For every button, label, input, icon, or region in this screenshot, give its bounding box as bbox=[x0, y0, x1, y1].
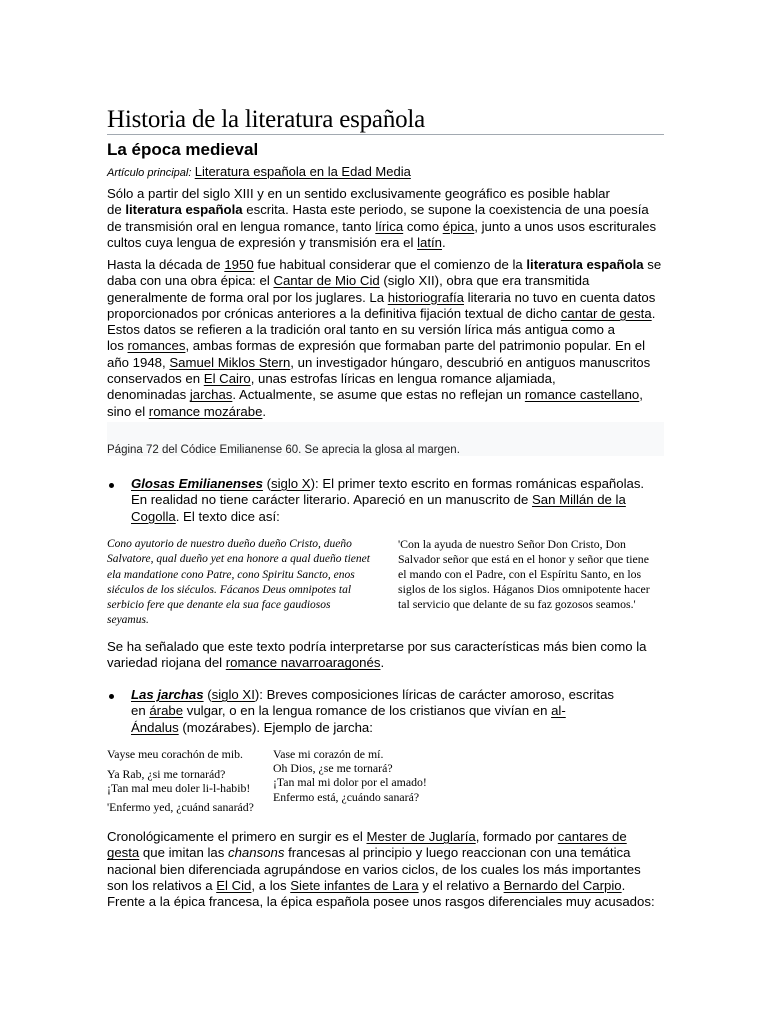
text-line bbox=[131, 687, 614, 703]
text-line bbox=[107, 186, 656, 202]
text-run: se bbox=[643, 257, 662, 272]
glosa-translation bbox=[398, 537, 650, 612]
paragraph-history bbox=[107, 257, 661, 420]
text-run: en bbox=[131, 703, 150, 719]
bullet-glosas bbox=[131, 476, 644, 525]
poem-line: Ya Rab, ¿si me tornarád? bbox=[107, 767, 226, 782]
paragraph-riojana bbox=[107, 639, 647, 672]
link-arabe[interactable]: árabe bbox=[149, 703, 184, 719]
bullet-dot bbox=[109, 694, 114, 699]
text-line bbox=[131, 492, 644, 508]
link-samuel-miklos-stern[interactable]: Samuel Miklos Stern bbox=[169, 354, 291, 370]
link-gesta[interactable]: gesta bbox=[107, 845, 140, 861]
text-run: que imitan las bbox=[139, 845, 228, 861]
poem-line: ¡Tan mal meu doler li-l-habib! bbox=[107, 781, 251, 796]
text-line bbox=[107, 338, 661, 354]
italic-term: chansons bbox=[227, 845, 285, 861]
text-run: ( bbox=[203, 687, 212, 702]
page-title: Historia de la literatura española bbox=[107, 106, 426, 133]
text-run: , formado por bbox=[475, 829, 558, 844]
text-run: de bbox=[107, 202, 126, 218]
text-line bbox=[131, 703, 614, 719]
text-run: cultos cuya lengua de expresión y transmisión era el bbox=[107, 234, 418, 250]
link-jarchas[interactable]: jarchas bbox=[189, 387, 233, 403]
text-run: . bbox=[442, 234, 446, 250]
paragraph-intro bbox=[107, 186, 656, 251]
text-run: (mozárabes). Ejemplo de jarcha: bbox=[178, 719, 373, 735]
text-line bbox=[107, 404, 661, 420]
poem-line: 'Enfermo yed, ¿cuánd sanarád? bbox=[107, 799, 254, 814]
text-line bbox=[107, 273, 661, 289]
text-line bbox=[107, 257, 661, 273]
poem-line: Salvatore, qual dueño yet ena honore a qual dueño tienet bbox=[107, 553, 370, 566]
link-glosas-emilianenses[interactable]: Glosas Emilianenses bbox=[131, 476, 263, 491]
text-run: . bbox=[621, 877, 626, 893]
link-romance-navarroaragones[interactable]: romance navarroaragonés bbox=[225, 655, 381, 671]
text-run: escrita. Hasta este periodo, se supone la coexistencia de una poesía bbox=[242, 202, 649, 218]
text-line bbox=[107, 829, 655, 845]
link-el-cid[interactable]: El Cid bbox=[216, 877, 252, 893]
poem-line: Oh Dios, ¿se me tornará? bbox=[273, 761, 393, 776]
text-run: sino el bbox=[107, 403, 149, 419]
poem-line: ela mandatione cono Patre, cono Spiritu Sancto, enos bbox=[107, 568, 355, 581]
link-latin[interactable]: latín bbox=[417, 234, 443, 250]
text-run: , ambas formas de expresión que formaban parte del patrimonio popular. En el bbox=[185, 338, 646, 354]
link-cantar-mio-cid[interactable]: Cantar de Mio Cid bbox=[273, 273, 380, 289]
text-line bbox=[131, 476, 644, 492]
text-run: . bbox=[262, 403, 267, 419]
poem-line: Vayse meu corachón de mib. bbox=[107, 747, 243, 761]
text-run: En realidad no tiene carácter literario. Apareció en un manuscrito de bbox=[131, 492, 532, 508]
text-run: Cronológicamente el primero en surgir es el bbox=[107, 829, 367, 844]
text-run: variedad riojana del bbox=[107, 655, 226, 671]
text-run: , unas estrofas líricas en lengua romance aljamiada, bbox=[250, 371, 556, 387]
poem-line: siéculos de los siéculos. Fácanos Deus omnipotes tal bbox=[107, 583, 352, 596]
text-run: de transmisión oral en lengua romance, tanto bbox=[107, 218, 376, 234]
glosa-original bbox=[107, 537, 370, 629]
text-line bbox=[107, 894, 655, 910]
link-1950[interactable]: 1950 bbox=[224, 257, 254, 272]
link-el-cairo[interactable]: El Cairo bbox=[203, 371, 251, 387]
text-line bbox=[131, 720, 614, 736]
text-run: denominadas bbox=[107, 387, 190, 403]
text-run: nacional bien diferenciada agrupándose en varios ciclos, de los cuales los más importantes bbox=[107, 861, 641, 877]
text-run: , a los bbox=[251, 877, 291, 893]
text-run: Estos datos se refieren a la tradición oral tanto en su versión lírica más antigua como a bbox=[107, 322, 615, 338]
text-run: año 1948, bbox=[107, 354, 170, 370]
text-run: los bbox=[107, 338, 128, 354]
text-run: proporcionados por crónicas anteriores a la definitiva fijación textual de dicho bbox=[107, 305, 561, 321]
text-line bbox=[107, 387, 661, 403]
poem-line: serbicio fere que denante ela sua face gaudiosos bbox=[107, 599, 331, 612]
bold-term: literatura española bbox=[125, 202, 243, 218]
paragraph-mester bbox=[107, 829, 655, 910]
text-run: fue habitual considerar que el comienzo de la bbox=[253, 257, 527, 272]
poem-line: Cono ayutorio de nuestro dueño dueño Cristo, dueño bbox=[107, 538, 352, 550]
text-line bbox=[107, 290, 661, 306]
link-las-jarchas[interactable]: Las jarchas bbox=[131, 687, 204, 702]
text-run: y el relativo a bbox=[418, 877, 504, 893]
link-san-millan[interactable]: San Millán de la bbox=[531, 492, 626, 508]
text-run: Hasta la década de bbox=[107, 257, 225, 272]
text-line bbox=[107, 355, 661, 371]
text-run: , junto a unos usos escriturales bbox=[474, 218, 657, 234]
text-line bbox=[107, 306, 661, 322]
text-line bbox=[107, 322, 661, 338]
link-siglo-x[interactable]: siglo X bbox=[271, 476, 311, 491]
text-run: . El texto dice así: bbox=[175, 508, 280, 524]
text-line bbox=[107, 845, 655, 861]
poem-line: Vase mi corazón de mí. bbox=[273, 747, 384, 761]
jarcha-translation bbox=[273, 747, 427, 804]
poem-line: ¡Tan mal mi dolor por el amado! bbox=[273, 775, 427, 790]
text-line bbox=[107, 862, 655, 878]
text-line bbox=[107, 235, 656, 251]
text-line bbox=[131, 509, 644, 525]
text-run: ): Breves composiciones líricas de carácter amoroso, escritas bbox=[254, 687, 615, 702]
link-siete-infantes[interactable]: Siete infantes de Lara bbox=[290, 877, 419, 893]
link-andalus[interactable]: Ándalus bbox=[131, 719, 179, 735]
main-article-prefix: Artículo principal: bbox=[107, 167, 192, 179]
title-divider bbox=[107, 134, 664, 135]
poem-line: siglos de los siglos. Háganos Dios omnipotente hacer bbox=[398, 582, 650, 597]
text-run: Se ha señalado que este texto podría interpretarse por sus características más bien como la bbox=[107, 639, 647, 654]
link-historiografia[interactable]: historiografía bbox=[387, 289, 464, 305]
link-cantar-de-gesta[interactable]: cantar de gesta bbox=[560, 305, 652, 321]
link-lirica[interactable]: lírica bbox=[375, 218, 404, 234]
text-line bbox=[107, 655, 647, 671]
section-heading: La época medieval bbox=[107, 140, 259, 159]
text-run: (siglo XII), obra que era transmitida bbox=[379, 273, 590, 289]
poem-line: Salvador señor que está en el honor y señor que tiene bbox=[398, 552, 649, 567]
text-line bbox=[107, 219, 656, 235]
text-line bbox=[107, 371, 661, 387]
link-epica[interactable]: épica bbox=[442, 218, 475, 234]
text-run: . bbox=[651, 305, 656, 321]
text-run: daba con una obra épica: el bbox=[107, 273, 274, 289]
link-romance-mozarabe[interactable]: romance mozárabe bbox=[148, 403, 263, 419]
poem-line: Enfermo está, ¿cuándo sanará? bbox=[273, 789, 420, 804]
text-run: vulgar, o en la lengua romance de los cristianos que vivían en bbox=[183, 703, 552, 719]
text-run: son los relativos a bbox=[107, 877, 217, 893]
text-line bbox=[107, 639, 647, 655]
text-run: , bbox=[639, 387, 643, 403]
poem-line: 'Con la ayuda de nuestro Señor Don Cristo, Don bbox=[398, 537, 626, 551]
bullet-dot bbox=[109, 483, 114, 488]
link-romances[interactable]: romances bbox=[127, 338, 186, 354]
bold-term: literatura española bbox=[526, 257, 644, 272]
text-run: francesas al principio y luego reaccionan con una temática bbox=[284, 845, 631, 861]
image-caption: Página 72 del Códice Emilianense 60. Se aprecia la glosa al margen. bbox=[107, 444, 460, 456]
text-run: Frente a la épica francesa, la épica española posee unos rasgos diferenciales muy acusados: bbox=[107, 894, 655, 910]
text-run: literaria no tuvo en cuenta datos bbox=[464, 289, 656, 305]
text-run: . bbox=[380, 655, 385, 671]
text-run: conservados en bbox=[107, 371, 204, 387]
link-bernardo-del-carpio[interactable]: Bernardo del Carpio bbox=[503, 877, 622, 893]
text-run: ( bbox=[262, 476, 272, 491]
main-article-link[interactable]: Literatura española en la Edad Media bbox=[194, 164, 411, 179]
link-cogolla[interactable]: Cogolla bbox=[131, 508, 176, 524]
main-article-line bbox=[107, 164, 411, 179]
text-run: Sólo a partir del siglo XIII y en un sentido exclusivamente geográfico es posible hablar bbox=[107, 186, 610, 201]
text-run: ): El primer texto escrito en formas románicas españolas. bbox=[310, 476, 645, 491]
poem-line: seyamus. bbox=[107, 614, 149, 627]
text-run: generalmente de forma oral por los juglares. La bbox=[107, 289, 388, 305]
link-siglo-xi[interactable]: siglo XI bbox=[211, 687, 255, 702]
text-line bbox=[107, 878, 655, 894]
bullet-jarchas bbox=[131, 687, 614, 736]
text-run: , un investigador húngaro, descubrió en antiguos manuscritos bbox=[290, 354, 651, 370]
text-run: como bbox=[403, 218, 443, 234]
link-romance-castellano[interactable]: romance castellano bbox=[524, 387, 640, 403]
text-line bbox=[107, 202, 656, 218]
link-cantares-de[interactable]: cantares de bbox=[557, 829, 627, 844]
poem-line: el mando con el Padre, con el Espíritu Santo, en los bbox=[398, 567, 642, 582]
link-mester-de-juglaria[interactable]: Mester de Juglaría bbox=[366, 829, 476, 844]
link-al-andalus[interactable]: al- bbox=[551, 703, 566, 719]
poem-line: tal servicio que delante de su faz gozosos seamos.' bbox=[398, 597, 636, 612]
text-run: . Actualmente, se asume que estas no reflejan un bbox=[232, 387, 525, 403]
jarcha-original bbox=[107, 747, 254, 814]
